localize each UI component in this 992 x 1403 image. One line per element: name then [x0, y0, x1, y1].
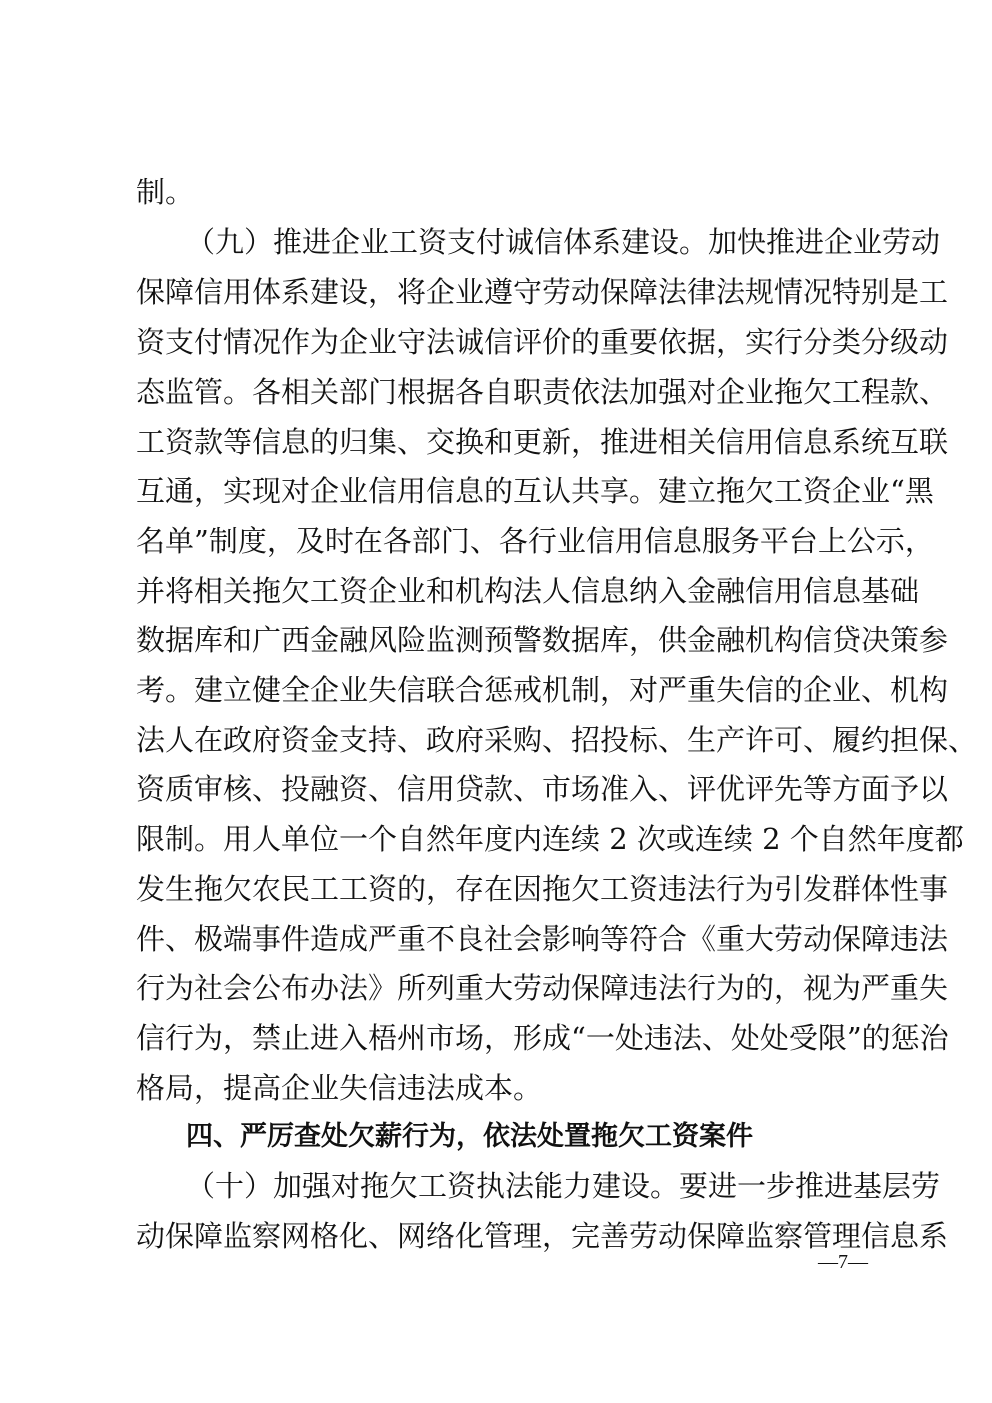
paragraph-continuation: 制。 — [136, 175, 195, 209]
paragraph-line: 互通，实现对企业信用信息的互认共享。建立拖欠工资企业“黑 — [136, 474, 934, 508]
paragraph-line: 法人在政府资金支持、政府采购、招投标、生产许可、履约担保、 — [136, 723, 978, 757]
paragraph-line: 行为社会公布办法》所列重大劳动保障违法行为的，视为严重失 — [136, 971, 949, 1005]
section-heading: 四、严厉查处欠薪行为，依法处置拖欠工资案件 — [186, 1121, 753, 1152]
paragraph-line: 件、极端事件造成严重不良社会影响等符合《重大劳动保障违法 — [136, 922, 949, 956]
paragraph-line: 考。建立健全企业失信联合惩戒机制，对严重失信的企业、机构 — [136, 673, 949, 707]
page-number: —7— — [818, 1251, 868, 1273]
paragraph-line: 数据库和广西金融风险监测预警数据库，供金融机构信贷决策参 — [136, 623, 949, 657]
paragraph-line: 格局，提高企业失信违法成本。 — [136, 1071, 543, 1105]
paragraph-line: （九）推进企业工资支付诚信体系建设。加快推进企业劳动 — [186, 225, 941, 259]
paragraph-line: 发生拖欠农民工工资的，存在因拖欠工资违法行为引发群体性事 — [136, 872, 949, 906]
paragraph-line: 动保障监察网格化、网络化管理，完善劳动保障监察管理信息系 — [136, 1219, 949, 1253]
paragraph-line: 限制。用人单位一个自然年度内连续 2 次或连续 2 个自然年度都 — [136, 822, 964, 856]
paragraph-line: 名单”制度，及时在各部门、各行业信用信息服务平台上公示， — [136, 524, 934, 558]
paragraph-line: （十）加强对拖欠工资执法能力建设。要进一步推进基层劳 — [186, 1169, 941, 1203]
paragraph-line: 信行为，禁止进入梧州市场，形成“一处违法、处处受限”的惩治 — [136, 1021, 949, 1055]
paragraph-line: 态监管。各相关部门根据各自职责依法加强对企业拖欠工程款、 — [136, 375, 949, 409]
paragraph-line: 并将相关拖欠工资企业和机构法人信息纳入金融信用信息基础 — [136, 574, 920, 608]
paragraph-line: 资支付情况作为企业守法诚信评价的重要依据，实行分类分级动 — [136, 325, 949, 359]
paragraph-line: 资质审核、投融资、信用贷款、市场准入、评优评先等方面予以 — [136, 772, 949, 806]
paragraph-line: 工资款等信息的归集、交换和更新，推进相关信用信息系统互联 — [136, 425, 949, 459]
paragraph-line: 保障信用体系建设，将企业遵守劳动保障法律法规情况特别是工 — [136, 275, 949, 309]
